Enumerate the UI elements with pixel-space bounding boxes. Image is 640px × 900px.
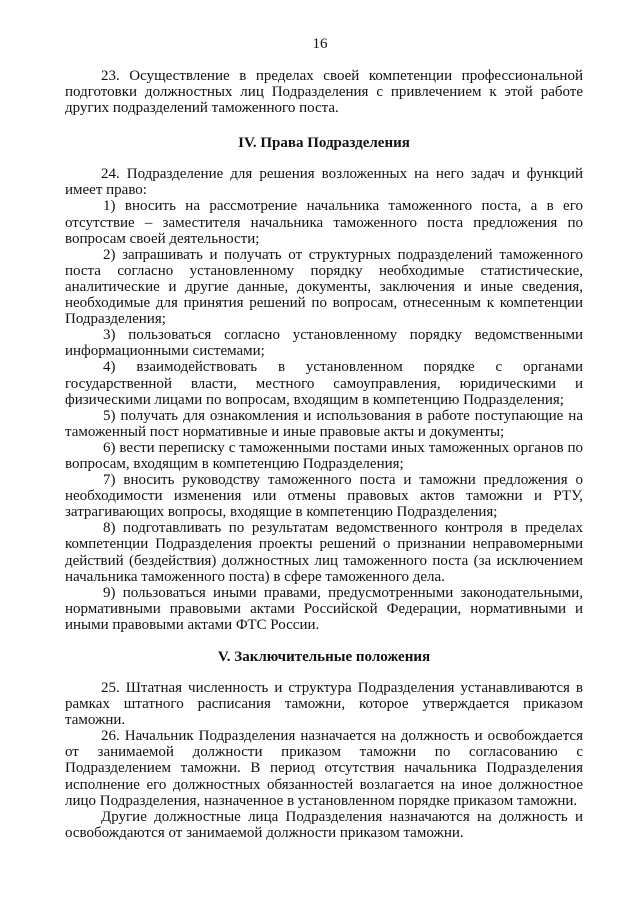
paragraph-25: 25. Штатная численность и структура Подразделения устанавливаются в рамках штатного расписания таможни, которое утверждается приказом таможни.: [65, 680, 583, 729]
paragraph-26: 26. Начальник Подразделения назначается на должность и освобождается от занимаемой должности приказом таможни по согласованию с Подразделением таможни. В период отсутствия начальника Подразделения исполнение его должностных обязанностей возлагается на иное должностное лицо Подразделения, назначенное в установленном порядке приказом таможни.: [65, 728, 583, 809]
section-4-heading: IV. Права Подразделения: [238, 135, 410, 152]
paragraph-23: 23. Осуществление в пределах своей компетенции профессиональной подготовки должностных лиц Подразделения с привлечением к этой работе других подразделений таможенного поста.: [65, 68, 583, 117]
right-item-2: 2) запрашивать и получать от структурных подразделений таможенного поста согласно установленному порядку необходимые статистические, аналитические и другие данные, документы, заключения и иные сведения, необходимые для принятия решений по вопросам, отнесенным к компетенции Подразделения;: [65, 246, 583, 328]
right-item-7: 7) вносить руководству таможенного поста и таможни предложения о необходимости изменения или отмены правовых актов таможни и РТУ, затрагивающих вопросы, входящие в компетенцию Подразделения;: [65, 472, 583, 521]
document-body: [65, 68, 583, 841]
right-item-3: 3) пользоваться согласно установленному порядку ведомственными информационными системами;: [65, 327, 583, 360]
paragraph-26-other-staff: Другие должностные лица Подразделения назначаются на должность и освобождаются от занимаемой должности приказом таможни.: [65, 808, 583, 841]
paragraph-24-intro: 24. Подразделение для решения возложенных на него задач и функций имеет право:: [65, 166, 583, 199]
right-item-4: 4) взаимодействовать в установленном порядке с органами государственной власти, местного самоуправления, юридическими и физическими лицами по вопросам, входящим в компетенцию Подразделения;: [65, 359, 583, 408]
section-5-heading: V. Заключительные положения: [217, 649, 431, 665]
right-item-8: 8) подготавливать по результатам ведомственного контроля в пределах компетенции Подразделения проекты решений о признании неправомерными действий (бездействия) должностных лиц таможенного поста (за исключением начальника таможенного поста) в сфере таможенного дела.: [65, 520, 583, 585]
right-item-9: 9) пользоваться иными правами, предусмотренными законодательными, нормативными правовыми актами Российской Федерации, нормативными и иными правовыми актами ФТС России.: [65, 584, 583, 633]
right-item-5: 5) получать для ознакомления и использования в работе поступающие на таможенный пост нормативные и иные правовые акты и документы;: [65, 407, 583, 440]
right-item-1: 1) вносить на рассмотрение начальника таможенного поста, а в его отсутствие – заместителя начальника таможенного поста предложения по вопросам своей деятельности;: [65, 198, 583, 247]
page-number: 16: [312, 36, 328, 52]
right-item-6: 6) вести переписку с таможенными постами иных таможенных органов по вопросам, входящим в компетенцию Подразделения;: [65, 439, 583, 472]
